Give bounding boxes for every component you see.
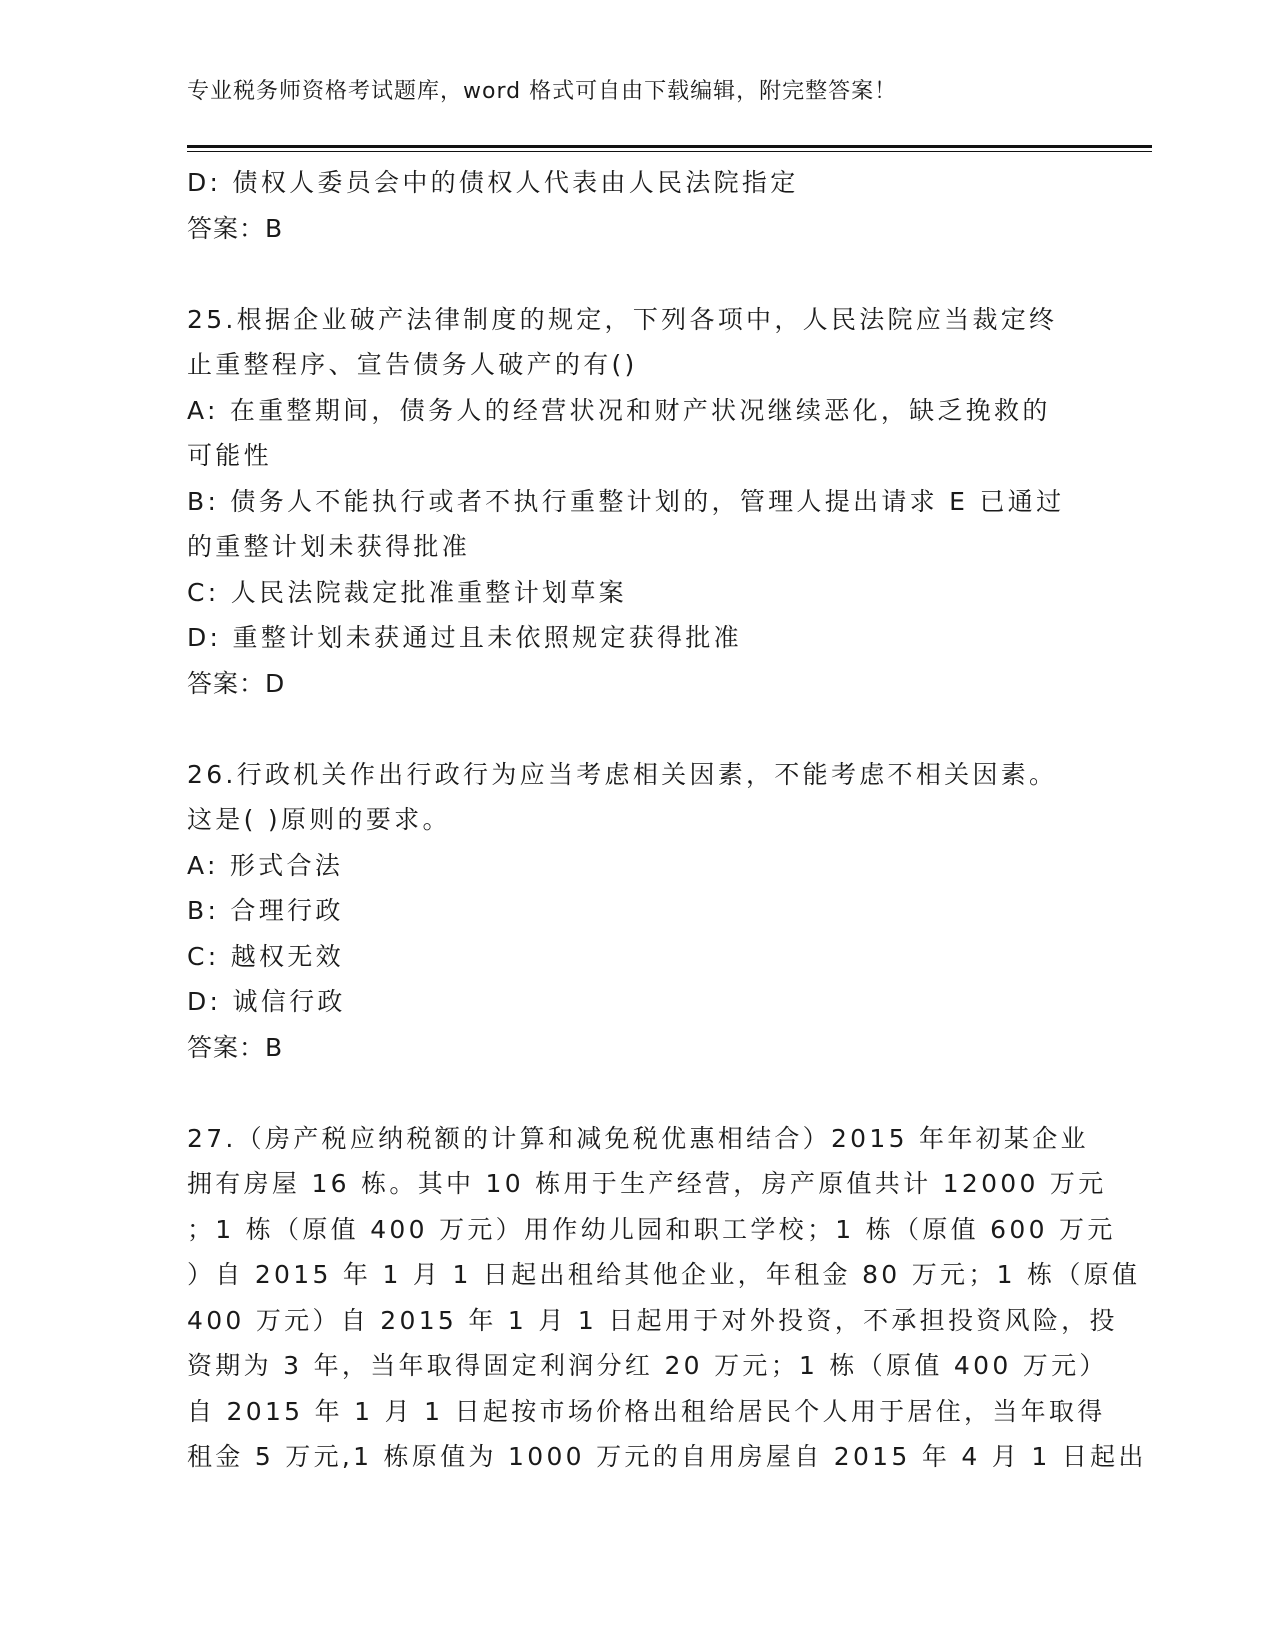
q25-answer: 答案：D	[187, 668, 286, 698]
spacer	[187, 706, 1087, 752]
prev-answer: 答案：B	[187, 213, 284, 243]
spacer	[187, 251, 1087, 297]
q25-option-b-line-1: B: 债务人不能执行或者不执行重整计划的，管理人提出请求 E 已通过	[187, 486, 1065, 516]
q25-stem-line-1: 25.根据企业破产法律制度的规定，下列各项中，人民法院应当裁定终	[187, 304, 1058, 334]
question-25	[187, 297, 1087, 707]
q26-option-b: B: 合理行政	[187, 896, 344, 925]
q25-option-d: D: 重整计划未获通过且未依照规定获得批准	[187, 623, 742, 652]
document-body	[187, 160, 1147, 1480]
q26-option-c: C: 越权无效	[187, 941, 344, 971]
q25-option-c: C: 人民法院裁定批准重整计划草案	[187, 577, 627, 607]
header-rule-thick	[187, 145, 1152, 148]
q27-stem-line-7: 自 2015 年 1 月 1 日起按市场价格出租给居民个人用于居住，当年取得	[187, 1396, 1106, 1426]
q25-option-a-line-2: 可能性	[187, 441, 272, 470]
q27-stem-line-6: 资期为 3 年，当年取得固定利润分红 20 万元；1 栋（原值 400 万元）	[187, 1351, 1108, 1380]
q26-answer: 答案：B	[187, 1032, 284, 1062]
spacer	[187, 1070, 1087, 1116]
q25-stem-line-2: 止重整程序、宣告债务人破产的有()	[187, 350, 638, 379]
prev-option-d: D: 债权人委员会中的债权人代表由人民法院指定	[187, 168, 799, 197]
q27-stem-line-1: 27.（房产税应纳税额的计算和减免税优惠相结合）2015 年年初某企业	[187, 1123, 1089, 1153]
q26-stem-line-2: 这是( )原则的要求。	[187, 805, 451, 834]
q26-option-a: A: 形式合法	[187, 850, 344, 880]
q27-stem-line-4: ）自 2015 年 1 月 1 日起出租给其他企业，年租金 80 万元；1 栋（原值	[187, 1260, 1141, 1289]
page-header: 专业税务师资格考试题库，word 格式可自由下载编辑，附完整答案！	[187, 79, 898, 104]
q25-option-a-line-1: A: 在重整期间，债务人的经营状况和财产状况继续恶化，缺乏挽救的	[187, 395, 1051, 425]
q26-stem-line-1: 26.行政机关作出行政行为应当考虑相关因素，不能考虑不相关因素。	[187, 759, 1058, 789]
q27-stem-line-3: ；1 栋（原值 400 万元）用作幼儿园和职工学校；1 栋（原值 600 万元	[187, 1214, 1116, 1244]
q27-stem-line-2: 拥有房屋 16 栋。其中 10 栋用于生产经营，房产原值共计 12000 万元	[187, 1169, 1107, 1198]
question-27	[187, 1116, 1147, 1480]
question-26	[187, 752, 1087, 1071]
q25-option-b-line-2: 的重整计划未获得批准	[187, 532, 471, 561]
q26-option-d: D: 诚信行政	[187, 987, 346, 1016]
q27-stem-line-5: 400 万元）自 2015 年 1 月 1 日起用于对外投资，不承担投资风险，投	[187, 1305, 1118, 1335]
q27-stem-line-8: 租金 5 万元,1 栋原值为 1000 万元的自用房屋自 2015 年 4 月 1 日起出	[187, 1442, 1147, 1471]
header-rule-thin	[187, 151, 1152, 152]
